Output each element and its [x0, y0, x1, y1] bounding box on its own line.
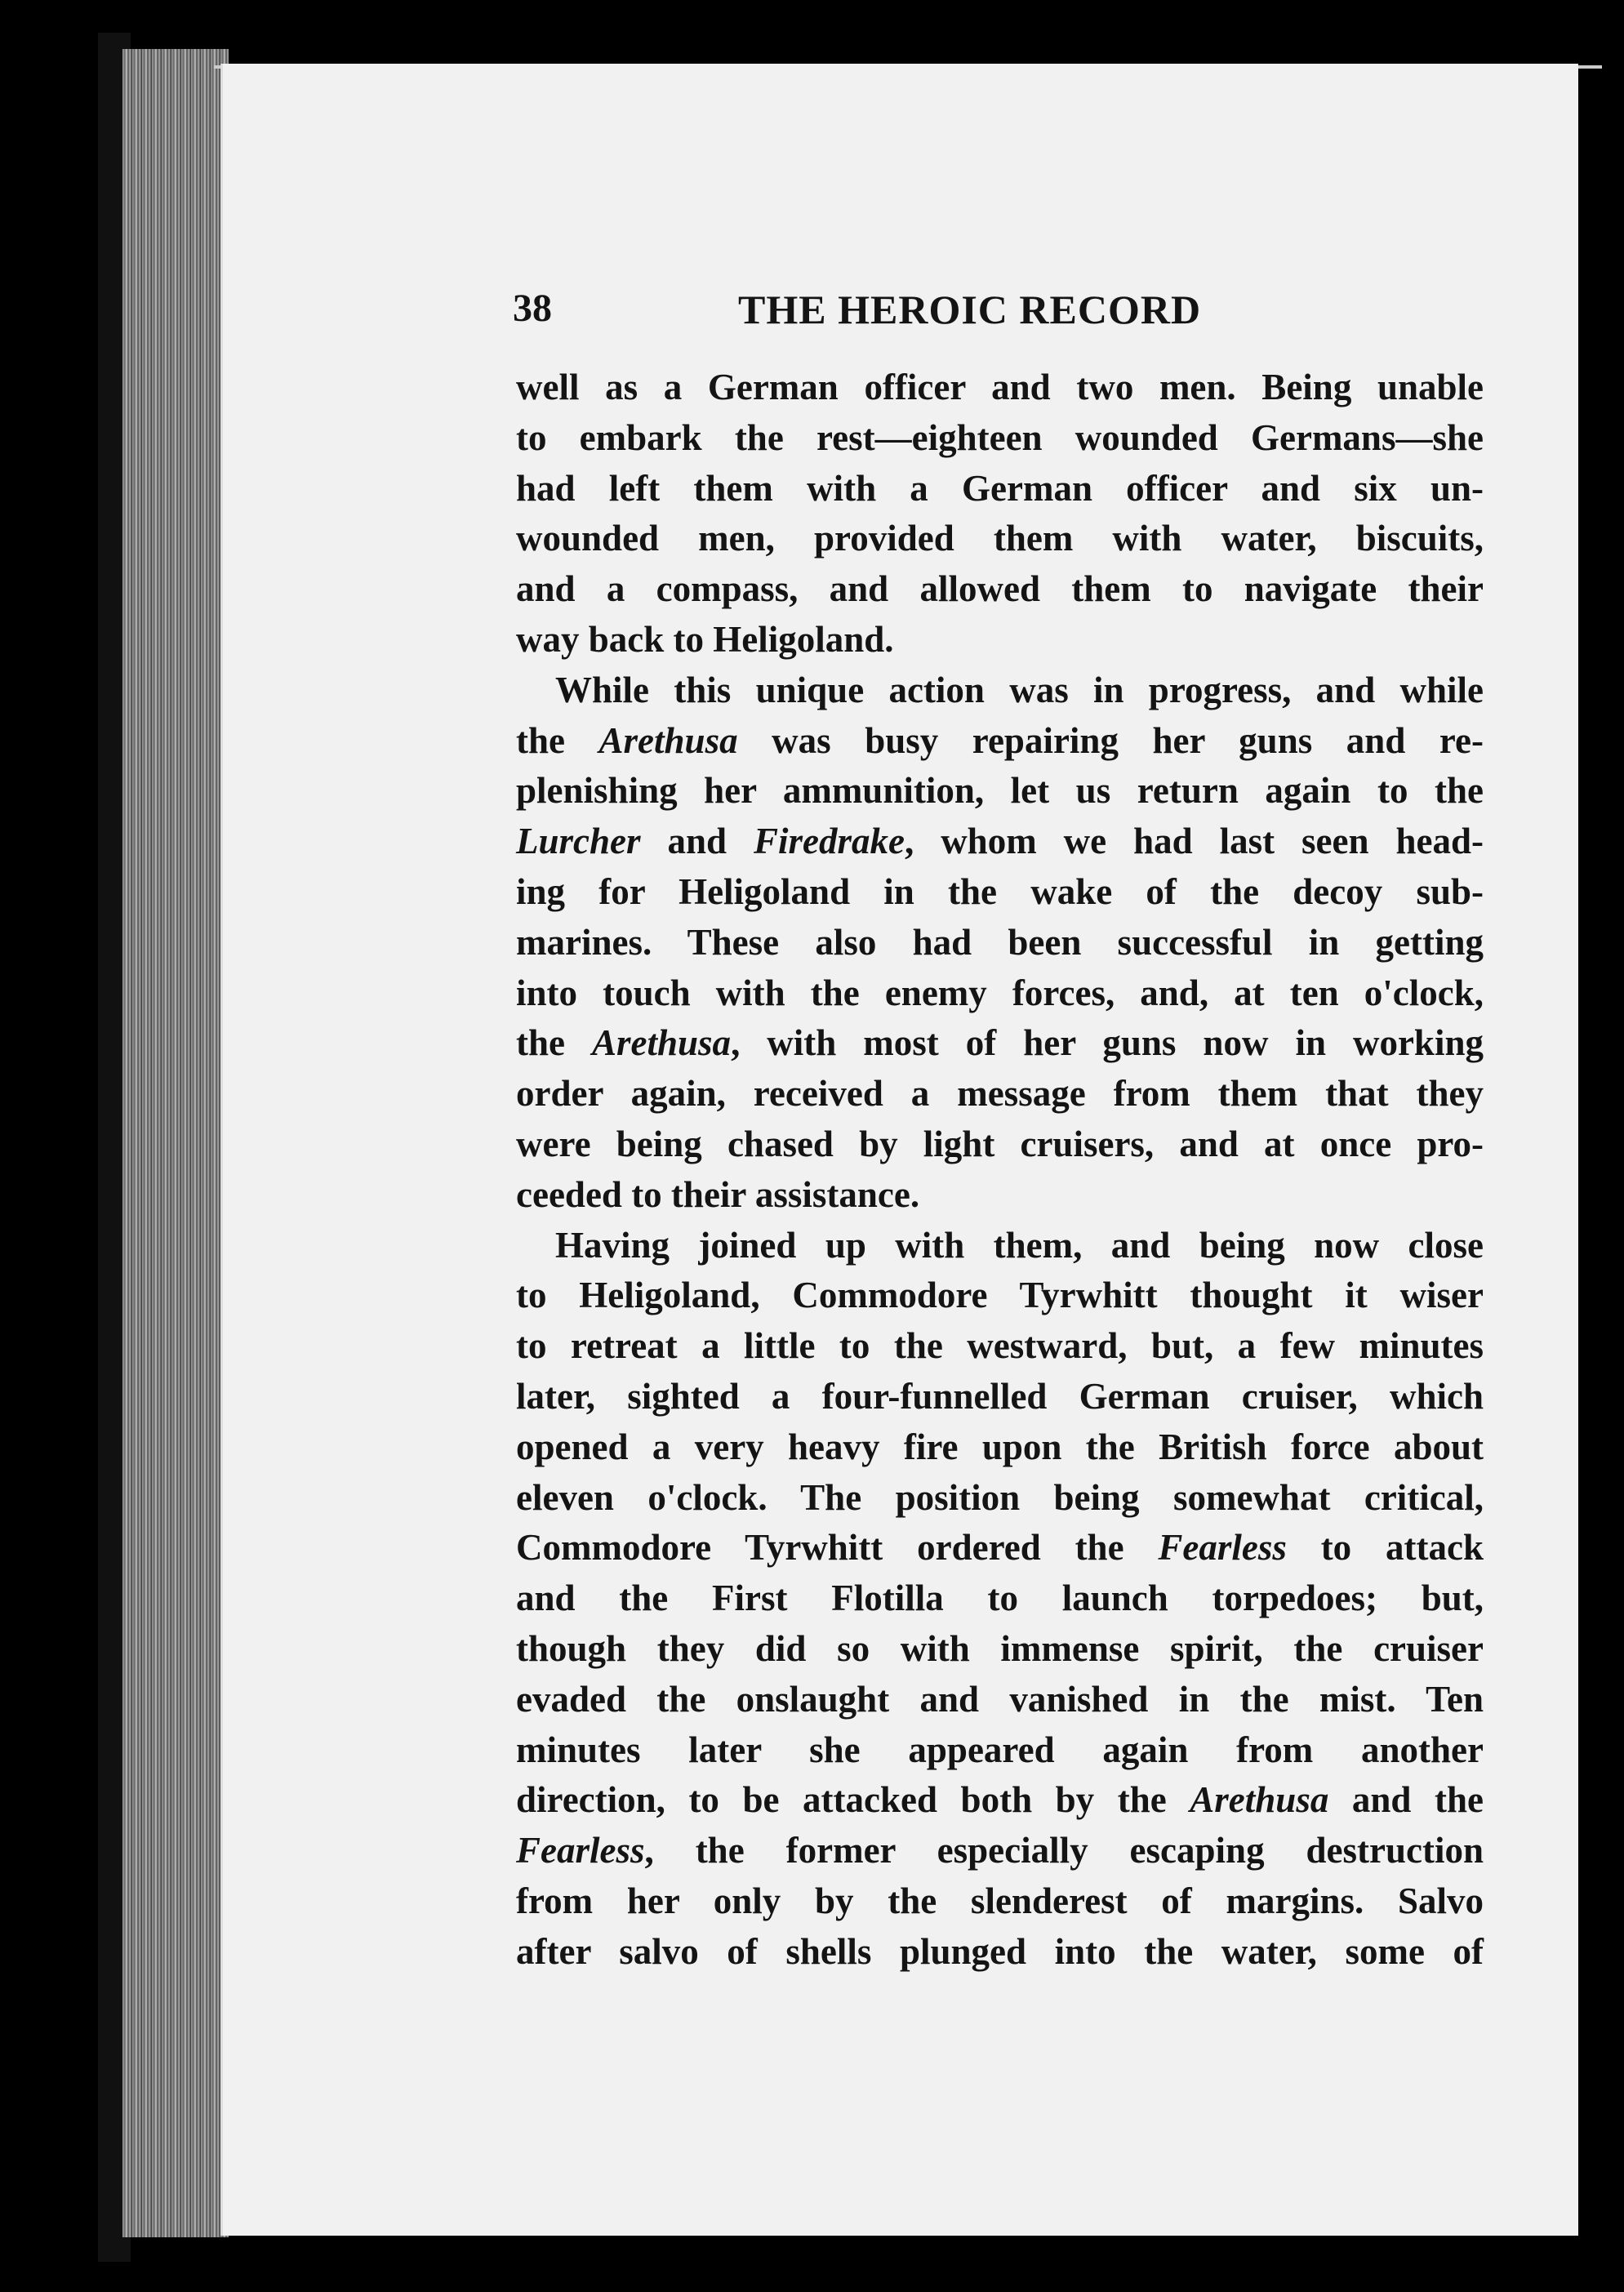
ship-name: Arethusa — [598, 719, 738, 761]
body-text — [516, 363, 1484, 1978]
text-line: minutes later she appeared again from another — [516, 1729, 1484, 1770]
ship-name: Arethusa — [1190, 1779, 1329, 1821]
text-line: opened a very heavy fire upon the British force about — [516, 1426, 1484, 1467]
page-edges — [122, 49, 229, 2237]
text-line: evaded the onslaught and vanished in the mist. Ten — [516, 1678, 1484, 1720]
text-line: ceeded to their assistance. — [516, 1173, 920, 1215]
ship-name: Fearless — [1158, 1527, 1287, 1569]
text-line: eleven o'clock. The position being somewhat critical, — [516, 1476, 1484, 1518]
text-line: well as a German officer and two men. Being unable — [516, 367, 1484, 407]
text-line: had left them with a German officer and six un- — [516, 467, 1484, 509]
text-line: the Arethusa, with most of her guns now in working — [516, 1022, 1484, 1064]
text-line: Commodore Tyrwhitt ordered the Fearless to attack — [516, 1527, 1484, 1569]
ship-name: Lurcher — [516, 821, 641, 862]
text-line: order again, received a message from them that they — [516, 1073, 1484, 1115]
text-line: plenishing her ammunition, let us return again to the — [516, 770, 1484, 812]
text-line: were being chased by light cruisers, and at once pro- — [516, 1123, 1484, 1164]
text-line: Having joined up with them, and being now close — [555, 1224, 1484, 1266]
text-line: ing for Heligoland in the wake of the decoy sub- — [516, 870, 1484, 912]
text-line: direction, to be attacked both by the Arethusa and the — [516, 1779, 1484, 1821]
ship-name: Arethusa — [591, 1022, 732, 1064]
page-number: 38 — [513, 287, 552, 330]
text-line: the Arethusa was busy repairing her guns and re- — [516, 719, 1484, 761]
text-line: to retreat a little to the westward, but, a few minutes — [516, 1325, 1484, 1367]
ship-name: Firedrake — [753, 821, 905, 862]
running-title: THE HEROIC RECORD — [738, 287, 1202, 332]
text-line: Lurcher and Firedrake, whom we had last seen head- — [516, 821, 1484, 862]
text-line: marines. These also had been successful in getting — [516, 921, 1484, 963]
text-line: to embark the rest—eighteen wounded Germans—she — [516, 416, 1484, 458]
text-line: and a compass, and allowed them to navigate their — [516, 568, 1484, 610]
text-line: and the First Flotilla to launch torpedoes; but, — [516, 1578, 1484, 1619]
text-line: While this unique action was in progress, and while — [555, 669, 1484, 710]
text-line: to Heligoland, Commodore Tyrwhitt thought it wiser — [516, 1275, 1484, 1316]
text-line: wounded men, provided them with water, biscuits, — [516, 518, 1484, 559]
text-line: after salvo of shells plunged into the water, some of — [516, 1930, 1484, 1972]
text-line: into touch with the enemy forces, and, at ten o'clock, — [516, 972, 1484, 1013]
text-line: Fearless, the former especially escaping destruction — [516, 1830, 1484, 1871]
text-line: later, sighted a four-funnelled German cruiser, which — [516, 1375, 1484, 1417]
text-line: from her only by the slenderest of margins. Salvo — [516, 1880, 1484, 1921]
text-line: way back to Heligoland. — [516, 618, 894, 660]
text-line: though they did so with immense spirit, the cruiser — [516, 1627, 1484, 1669]
ship-name: Fearless — [516, 1830, 645, 1871]
page-header — [513, 286, 1484, 343]
